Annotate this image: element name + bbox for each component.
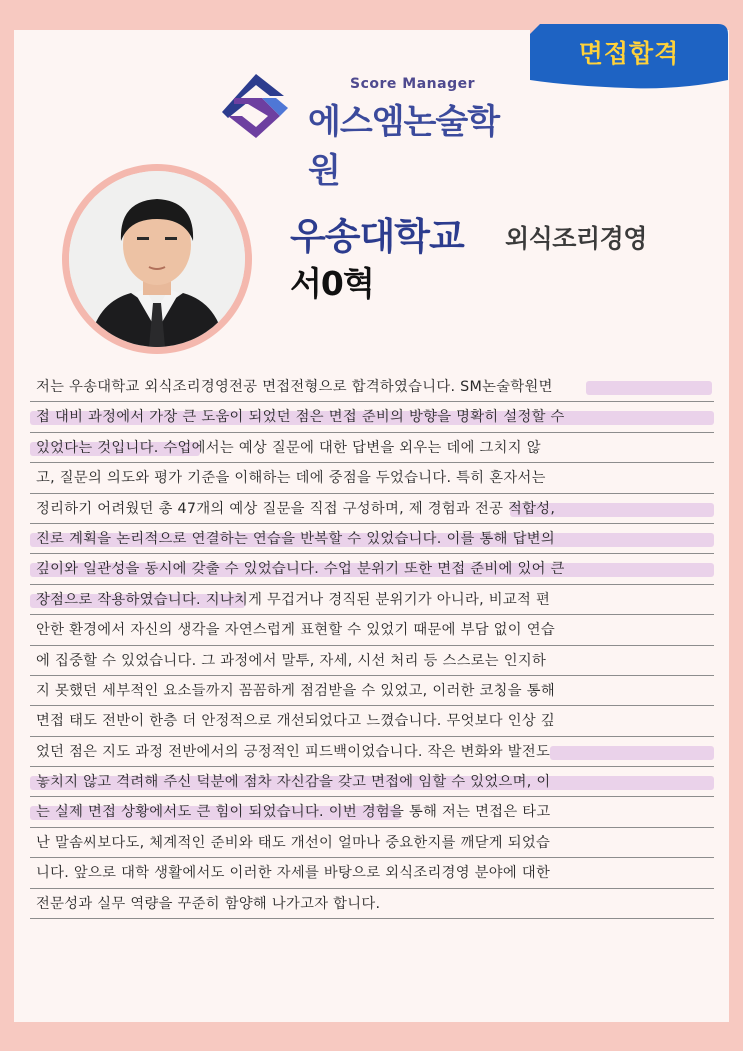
text-line: 에 집중할 수 있었습니다. 그 과정에서 말투, 자세, 시선 처리 등 스스로는 인지하 <box>30 646 714 676</box>
text-line: 지 못했던 세부적인 요소들까지 꼼꼼하게 점검받을 수 있었고, 이러한 코칭을 통해 <box>30 676 714 706</box>
text-line: 면접 태도 전반이 한층 더 안정적으로 개선되었다고 느꼈습니다. 무엇보다 인상 깊 <box>30 706 714 736</box>
student-photo <box>69 171 245 347</box>
text-line: 었던 점은 지도 과정 전반에서의 긍정적인 피드백이었습니다. 작은 변화와 발전도 <box>30 737 714 767</box>
text-line: 고, 질문의 의도와 평가 기준을 이해하는 데에 중점을 두었습니다. 특히 혼자서는 <box>30 463 714 493</box>
text-line: 진로 계획을 논리적으로 연결하는 연습을 반복할 수 있었습니다. 이를 통해 답변의 <box>30 524 714 554</box>
pass-badge <box>530 22 728 90</box>
text-line: 난 말솜씨보다도, 체계적인 준비와 태도 개선이 얼마나 중요한지를 깨닫게 되었습 <box>30 828 714 858</box>
logo-subtitle: Score Manager <box>350 76 475 92</box>
profile-photo-frame <box>62 164 252 354</box>
text-line: 저는 우송대학교 외식조리경영전공 면접전형으로 합격하였습니다. SM논술학원면 <box>30 372 714 402</box>
academy-logo <box>222 72 522 191</box>
testimonial-body <box>30 372 714 919</box>
text-line: 깊이와 일관성을 동시에 갖출 수 있었습니다. 수업 분위기 또한 면접 준비에 있어 큰 <box>30 554 714 584</box>
text-line: 니다. 앞으로 대학 생활에서도 이러한 자세를 바탕으로 외식조리경영 분야에 대한 <box>30 858 714 888</box>
logo-mark-icon <box>222 72 292 144</box>
text-line: 장점으로 작용하였습니다. 지나치게 무겁거나 경직된 분위기가 아니라, 비교적 편 <box>30 585 714 615</box>
badge-label: 면접합격 <box>578 39 680 68</box>
student-name: 서0혁 <box>290 264 374 303</box>
school-name: 우송대학교 <box>290 215 464 258</box>
text-line: 정리하기 어려웠던 총 47개의 예상 질문을 직접 구성하며, 제 경험과 전공 적합성, <box>30 494 714 524</box>
text-line: 전문성과 실무 역량을 꾸준히 함양해 나가고자 합니다. <box>30 889 714 919</box>
text-line: 접 대비 과정에서 가장 큰 도움이 되었던 점은 면접 준비의 방향을 명확히 설정할 수 <box>30 402 714 432</box>
logo-name: 에스엠논술학원 <box>308 102 500 191</box>
text-line: 안한 환경에서 자신의 생각을 자연스럽게 표현할 수 있었기 때문에 부담 없이 연습 <box>30 615 714 645</box>
major-name: 외식조리경영 <box>505 224 647 253</box>
text-line: 는 실제 면접 상황에서도 큰 힘이 되었습니다. 이번 경험을 통해 저는 면접은 타고 <box>30 797 714 827</box>
text-line: 놓치지 않고 격려해 주신 덕분에 점차 자신감을 갖고 면접에 임할 수 있었으며, 이 <box>30 767 714 797</box>
text-line: 있었다는 것입니다. 수업에서는 예상 질문에 대한 답변을 외우는 데에 그치지 않 <box>30 433 714 463</box>
